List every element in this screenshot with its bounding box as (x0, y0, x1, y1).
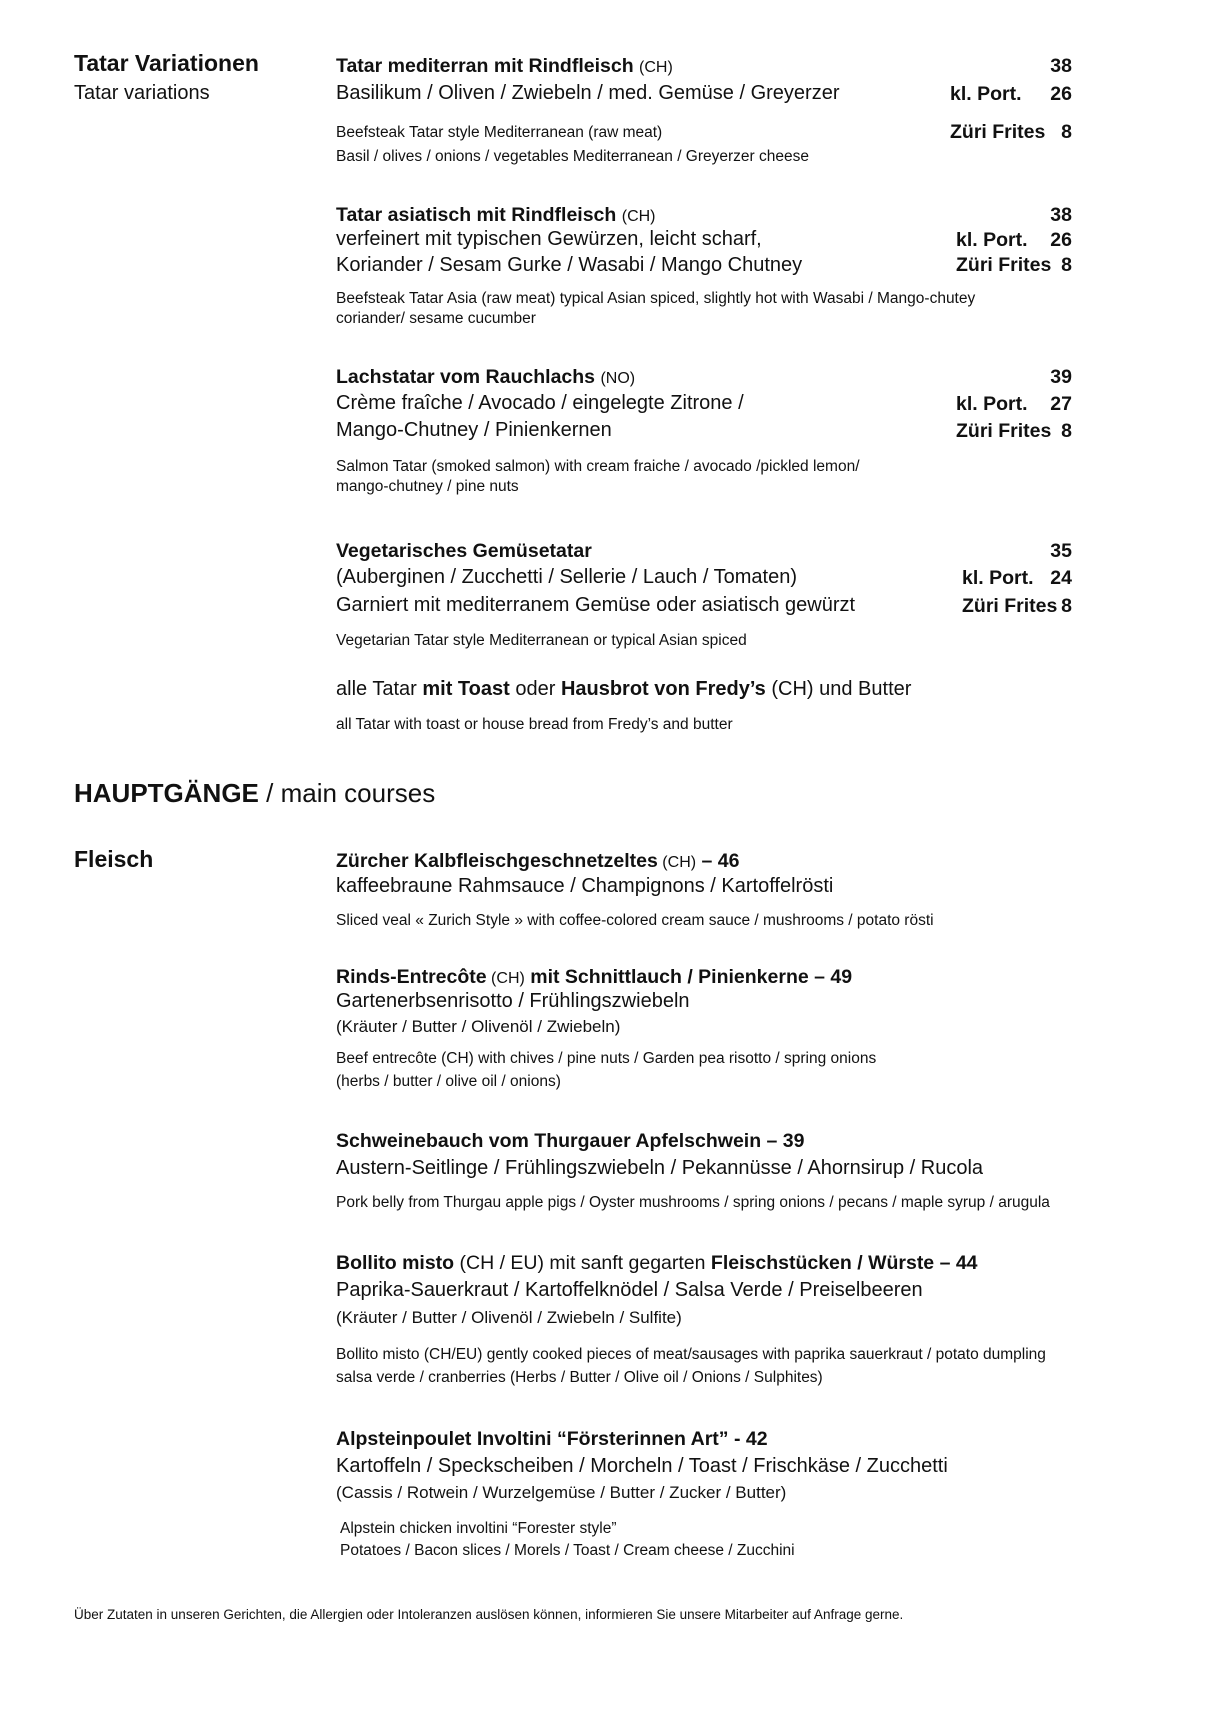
item-title: Bollito misto (CH / EU) mit sanft gegarten Fleischstücken / Würste – 44 (336, 1252, 978, 1274)
frites-label: Züri Frites (956, 420, 1052, 442)
item-price: 38 (1050, 204, 1072, 226)
item-description-en: salsa verde / cranberries (Herbs / Butter / Olive oil / Onions / Sulphites) (336, 1369, 823, 1386)
section-heading-main-courses: HAUPTGÄNGE / main courses (74, 778, 436, 808)
item-description-en: (herbs / butter / olive oil / onions) (336, 1073, 561, 1090)
item-description: Mango-Chutney / Pinienkernen (336, 419, 612, 441)
small-portion-label: kl. Port. (962, 567, 1034, 589)
item-title: Lachstatar vom Rauchlachs (NO) (336, 366, 636, 388)
frites-label: Züri Frites (956, 254, 1052, 276)
item-title: Alpsteinpoulet Involtini “Försterinnen Art” - 42 (336, 1428, 768, 1450)
frites-price: 8 (1061, 595, 1072, 617)
small-portion-price: 26 (1050, 229, 1072, 251)
item-title: Rinds-Entrecôte (CH) mit Schnittlauch / Pinienkerne – 49 (336, 966, 853, 988)
item-description: Austern-Seitlinge / Frühlingszwiebeln / Pekannüsse / Ahornsirup / Rucola (336, 1157, 984, 1179)
item-description: (Auberginen / Zucchetti / Sellerie / Lauch / Tomaten) (336, 566, 797, 588)
frites-label: Züri Frites (962, 595, 1058, 617)
item-description-en: Sliced veal « Zurich Style » with coffee-colored cream sauce / mushrooms / potato rösti (336, 912, 934, 929)
item-description-en: Bollito misto (CH/EU) gently cooked pieces of meat/sausages with paprika sauerkraut / potato dumpling (336, 1346, 1046, 1363)
item-title: Schweinebauch vom Thurgauer Apfelschwein – 39 (336, 1130, 805, 1152)
item-description-en: Beef entrecôte (CH) with chives / pine nuts / Garden pea risotto / spring onions (336, 1050, 877, 1067)
item-description-en: Pork belly from Thurgau apple pigs / Oyster mushrooms / spring onions / pecans / maple syrup / arugula (336, 1194, 1050, 1211)
item-title: Tatar mediterran mit Rindfleisch (CH) (336, 55, 673, 77)
tatar-bread-note: alle Tatar mit Toast oder Hausbrot von Fredy’s (CH) und Butter (336, 678, 912, 700)
small-portion-label: kl. Port. (950, 83, 1022, 105)
item-description: Crème fraîche / Avocado / eingelegte Zitrone / (336, 392, 744, 414)
item-title: Vegetarisches Gemüsetatar (336, 540, 592, 562)
item-description: Garniert mit mediterranem Gemüse oder asiatisch gewürzt (336, 594, 856, 616)
category-heading-meat: Fleisch (74, 846, 154, 872)
frites-price: 8 (1061, 254, 1072, 276)
item-description-en: Salmon Tatar (smoked salmon) with cream fraiche / avocado /pickled lemon/ (336, 458, 860, 475)
small-portion-price: 27 (1050, 393, 1072, 415)
item-description: Gartenerbsenrisotto / Frühlingszwiebeln (336, 990, 690, 1012)
item-allergen-note: (Kräuter / Butter / Olivenöl / Zwiebeln) (336, 1017, 621, 1036)
item-price: 35 (1050, 540, 1072, 562)
item-description-en: Beefsteak Tatar style Mediterranean (raw meat) (336, 124, 663, 141)
small-portion-label: kl. Port. (956, 229, 1028, 251)
item-allergen-note: (Cassis / Rotwein / Wurzelgemüse / Butter / Zucker / Butter) (336, 1483, 787, 1502)
item-description: Basilikum / Oliven / Zwiebeln / med. Gemüse / Greyerzer (336, 82, 840, 104)
item-description: kaffeebraune Rahmsauce / Champignons / Kartoffelrösti (336, 875, 834, 897)
small-portion-label: kl. Port. (956, 393, 1028, 415)
section-heading-tatar: Tatar Variationen (74, 50, 259, 76)
allergy-footer-note: Über Zutaten in unseren Gerichten, die Allergien oder Intoleranzen auslösen können, informieren Sie unsere Mitarbeiter auf Anfrage gerne. (74, 1607, 904, 1622)
item-description: verfeinert mit typischen Gewürzen, leicht scharf, (336, 228, 762, 250)
item-allergen-note: (Kräuter / Butter / Olivenöl / Zwiebeln / Sulfite) (336, 1308, 682, 1327)
small-portion-price: 26 (1050, 83, 1072, 105)
small-portion-price: 24 (1050, 567, 1072, 589)
item-description-en: coriander/ sesame cucumber (336, 310, 536, 327)
frites-price: 8 (1061, 121, 1072, 143)
item-description-en: Alpstein chicken involtini “Forester style” (340, 1520, 617, 1537)
item-description: Kartoffeln / Speckscheiben / Morcheln / Toast / Frischkäse / Zucchetti (336, 1455, 948, 1477)
item-description: Paprika-Sauerkraut / Kartoffelknödel / Salsa Verde / Preiselbeeren (336, 1279, 923, 1301)
item-title: Zürcher Kalbfleischgeschnetzeltes (CH) – 46 (336, 850, 740, 872)
item-description-en: Vegetarian Tatar style Mediterranean or typical Asian spiced (336, 632, 747, 649)
item-title: Tatar asiatisch mit Rindfleisch (CH) (336, 204, 656, 226)
item-description-en: Basil / olives / onions / vegetables Mediterranean / Greyerzer cheese (336, 148, 809, 165)
item-description-en: Beefsteak Tatar Asia (raw meat) typical Asian spiced, slightly hot with Wasabi / Mango-chutey (336, 290, 976, 307)
tatar-bread-note-en: all Tatar with toast or house bread from Fredy’s and butter (336, 716, 733, 733)
frites-label: Züri Frites (950, 121, 1046, 143)
item-description: Koriander / Sesam Gurke / Wasabi / Mango Chutney (336, 254, 803, 276)
item-price: 39 (1050, 366, 1072, 388)
section-subheading-tatar-en: Tatar variations (74, 82, 210, 104)
item-description-en: mango-chutney / pine nuts (336, 478, 519, 495)
item-price: 38 (1050, 55, 1072, 77)
frites-price: 8 (1061, 420, 1072, 442)
item-description-en: Potatoes / Bacon slices / Morels / Toast / Cream cheese / Zucchini (340, 1542, 795, 1559)
